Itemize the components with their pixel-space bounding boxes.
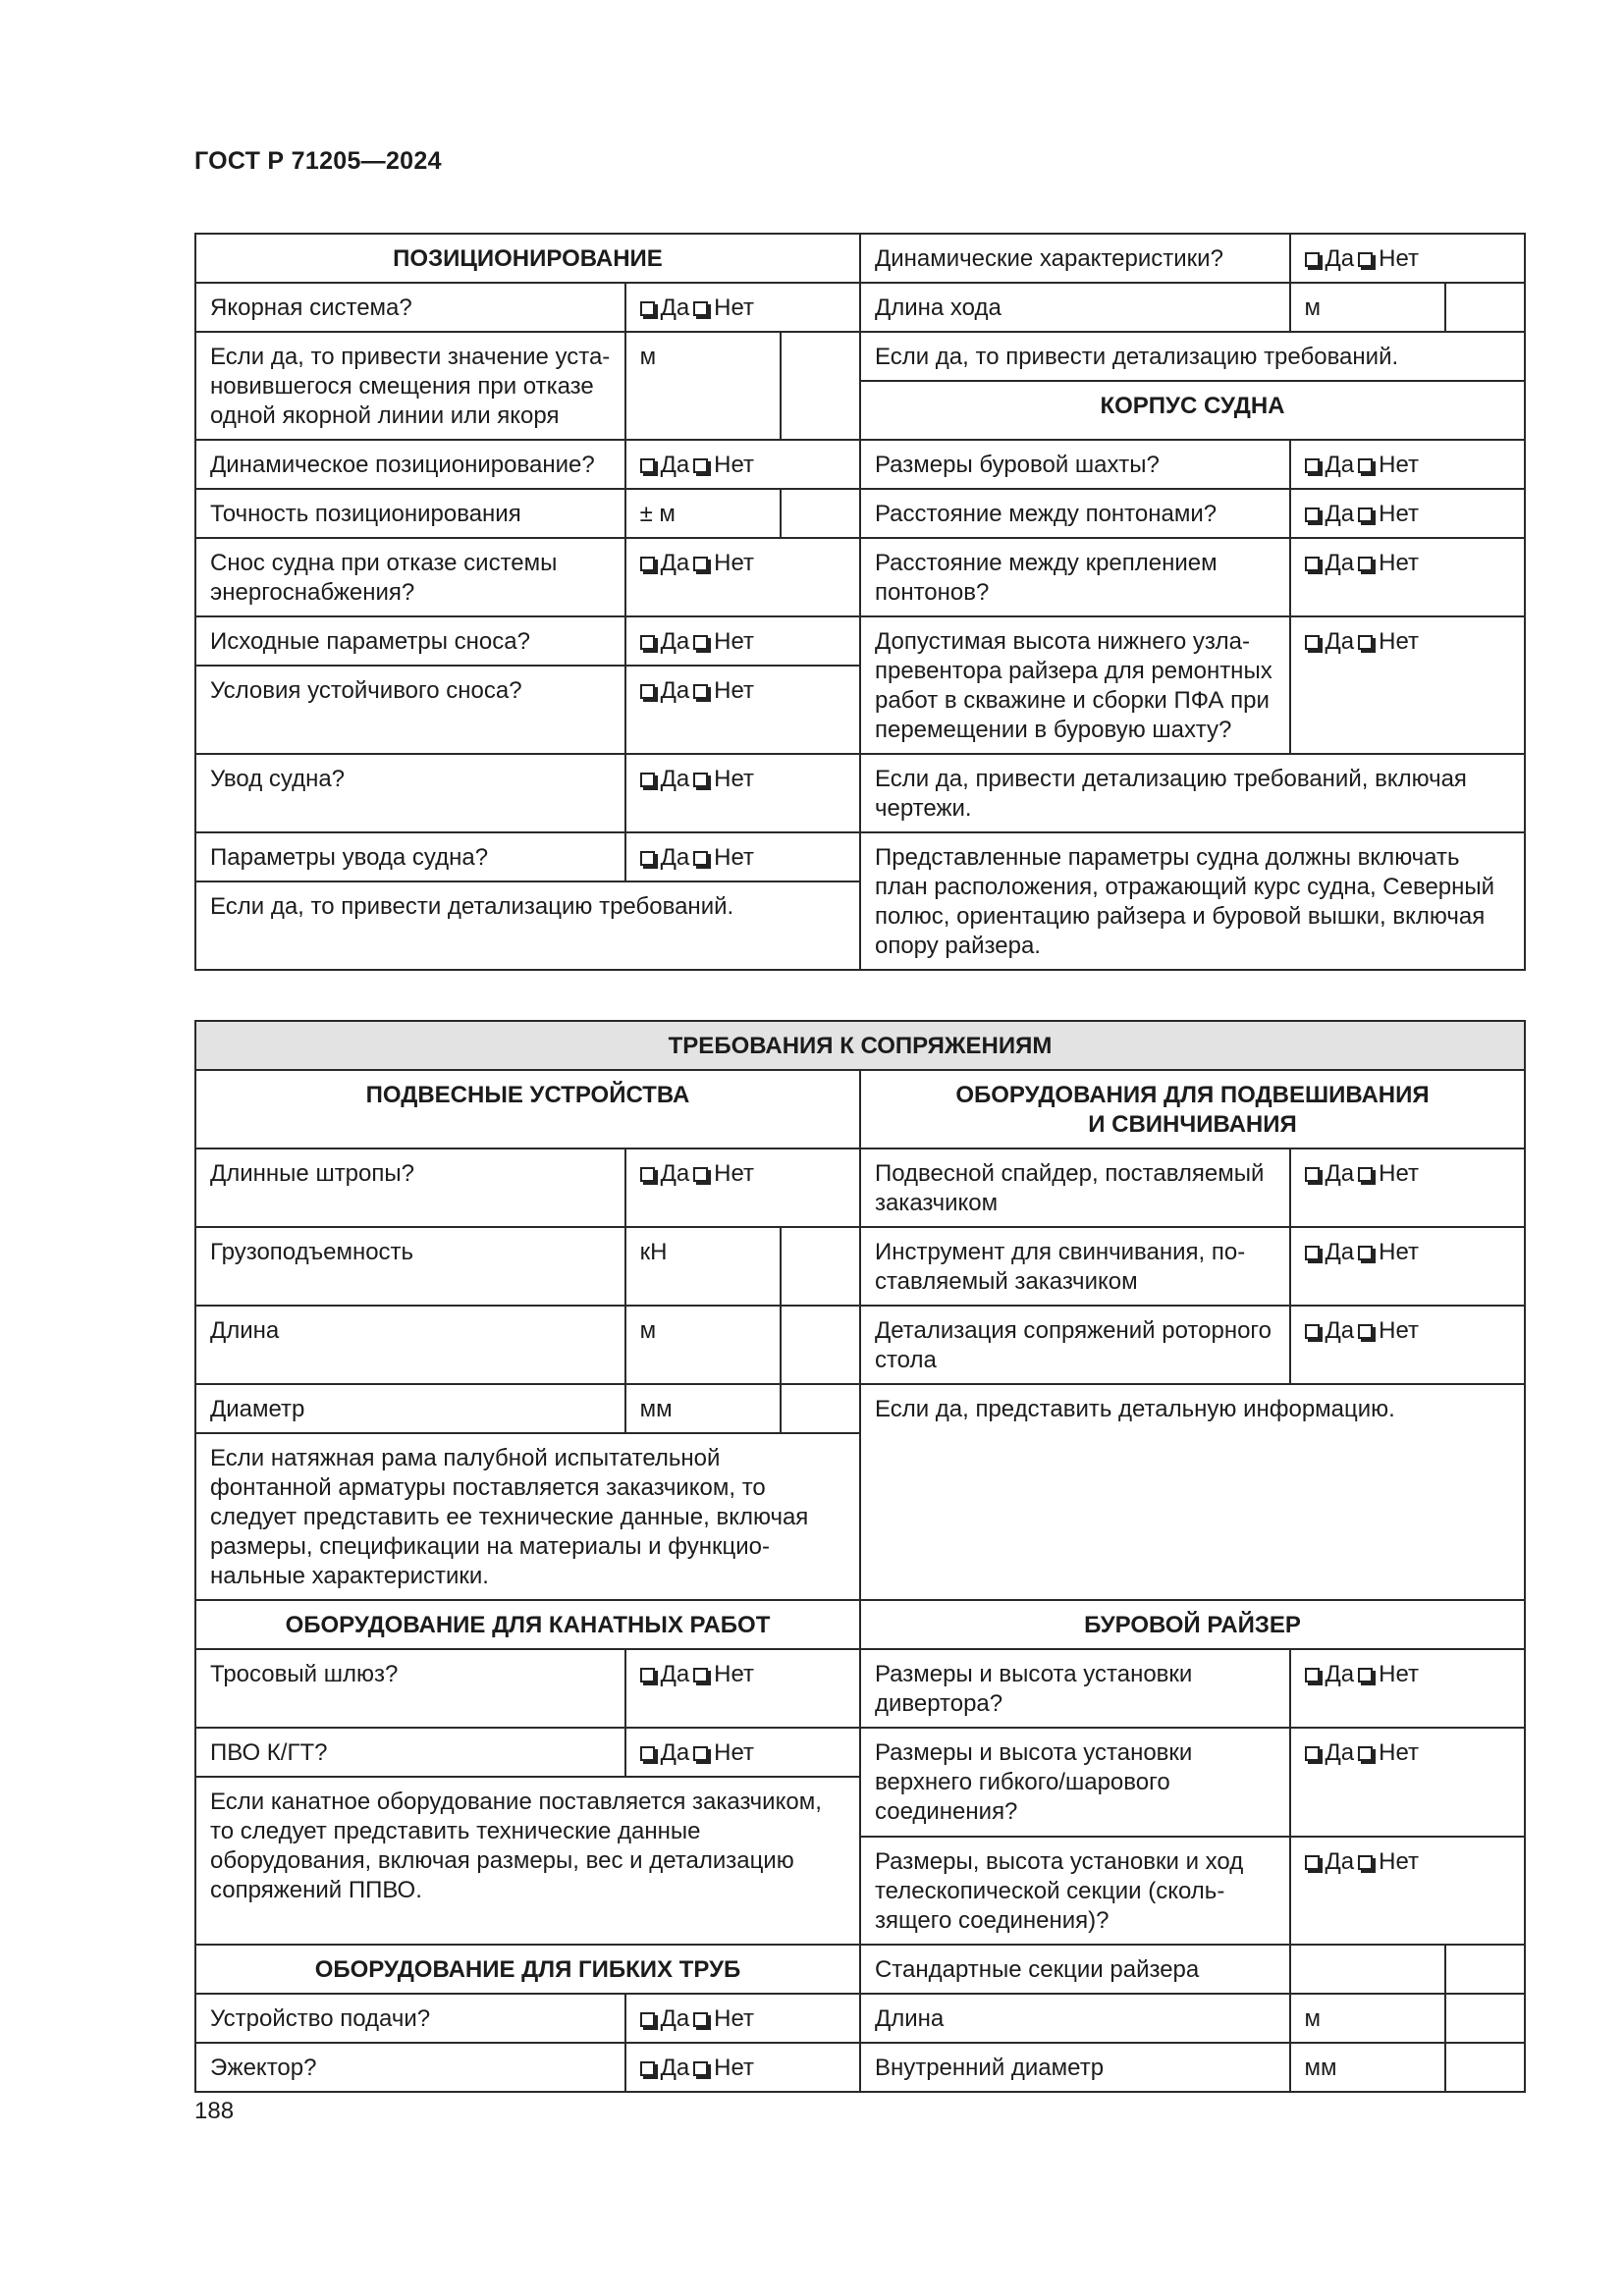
makeup-tool-choice[interactable]: Да Нет: [1290, 1227, 1525, 1306]
checkbox-yes[interactable]: [1305, 1167, 1320, 1182]
checkbox-yes[interactable]: [640, 1746, 655, 1761]
checkbox-no[interactable]: [693, 1746, 708, 1761]
injector-choice[interactable]: Да Нет: [625, 1994, 860, 2043]
checkbox-yes[interactable]: [640, 635, 655, 650]
inner-diameter-label: Внутренний диаметр: [860, 2043, 1290, 2092]
checkbox-yes[interactable]: [640, 2012, 655, 2027]
ejector-label: Эжектор?: [195, 2043, 625, 2092]
telescopic-label: Размеры, высота установки и ход телескопической секции (скользящего соединения)?: [860, 1837, 1290, 1945]
riser-length-value[interactable]: [1445, 1994, 1525, 2043]
checkbox-yes[interactable]: [640, 2061, 655, 2076]
checkbox-yes[interactable]: [640, 1668, 655, 1682]
escape-detail-note: Если да, то привести детализацию требований.: [195, 881, 860, 970]
checkbox-yes[interactable]: [1305, 557, 1320, 571]
bop-height-choice[interactable]: Да Нет: [1290, 616, 1525, 754]
checkbox-no[interactable]: [693, 2061, 708, 2076]
page-number: 188: [194, 2098, 235, 2124]
checkbox-yes[interactable]: [640, 684, 655, 699]
std-sections-value[interactable]: [1290, 1945, 1446, 1994]
std-sections-extra[interactable]: [1445, 1945, 1525, 1994]
wireline-title: ОБОРУДОВАНИЕ ДЛЯ КАНАТНЫХ РАБОТ: [195, 1600, 860, 1649]
capacity-unit: кН: [625, 1227, 782, 1306]
anchor-system-label: Якорная система?: [195, 283, 625, 332]
checkbox-yes[interactable]: [1305, 458, 1320, 473]
diverter-label: Размеры и высота установки дивертора?: [860, 1649, 1290, 1728]
drift-stable-choice[interactable]: Да Нет: [625, 666, 860, 754]
bop-wireline-choice[interactable]: Да Нет: [625, 1728, 860, 1777]
bop-height-label: Допустимая высота нижнего узлапревентора райзера для ремонтных работ в скважине и сборки ПФА при перемещении в буровую шахту?: [860, 616, 1290, 754]
drift-params-label: Исходные параметры сноса?: [195, 616, 625, 666]
pontoon-mount-label: Расстояние между креплением понтонов?: [860, 538, 1290, 616]
offset-value[interactable]: [781, 332, 859, 440]
checkbox-yes[interactable]: [1305, 252, 1320, 267]
pontoon-distance-label: Расстояние между понтонами?: [860, 489, 1290, 538]
ejector-choice[interactable]: Да Нет: [625, 2043, 860, 2092]
checkbox-yes[interactable]: [640, 557, 655, 571]
bop-wireline-label: ПВО К/ГТ?: [195, 1728, 625, 1777]
long-links-label: Длинные штропы?: [195, 1148, 625, 1227]
flex-joint-label: Размеры и высота установки верхнего гибкого/шарового соединения?: [860, 1728, 1290, 1837]
escape-params-choice[interactable]: Да Нет: [625, 832, 860, 881]
positioning-table: [194, 233, 1526, 971]
lubricator-label: Тросовый шлюз?: [195, 1649, 625, 1728]
std-sections-label: Стандартные секции райзера: [860, 1945, 1290, 1994]
checkbox-yes[interactable]: [1305, 1746, 1320, 1761]
length-value[interactable]: [781, 1306, 859, 1384]
checkbox-no[interactable]: [1358, 458, 1373, 473]
coil-tubing-title: ОБОРУДОВАНИЕ ДЛЯ ГИБКИХ ТРУБ: [195, 1945, 860, 1994]
checkbox-no[interactable]: [1358, 1324, 1373, 1339]
pontoon-mount-choice[interactable]: Да Нет: [1290, 538, 1525, 616]
pontoon-distance-choice[interactable]: Да Нет: [1290, 489, 1525, 538]
spider-label: Подвесной спайдер, поставляемый заказчиком: [860, 1148, 1290, 1227]
offset-label: Если да, то привести значение установившегося смещения при отказе одной якорной линии или якоря: [195, 332, 625, 440]
diameter-unit: мм: [625, 1384, 782, 1433]
anchor-system-choice[interactable]: Да Нет: [625, 283, 860, 332]
dynamic-characteristics-label: Динамические характеристики?: [860, 234, 1290, 283]
diverter-choice[interactable]: Да Нет: [1290, 1649, 1525, 1728]
checkbox-yes[interactable]: [640, 301, 655, 316]
hull-title: КОРПУС СУДНА: [860, 381, 1525, 440]
stroke-length-value[interactable]: [1445, 283, 1525, 332]
wireline-note: Если канатное оборудование поставляется заказчиком, то следует представить технические данные оборудования, включая размеры, вес и детализацию сопряжений ППВО.: [195, 1777, 860, 1945]
moonpool-label: Размеры буровой шахты?: [860, 440, 1290, 489]
escape-choice[interactable]: Да Нет: [625, 754, 860, 832]
interfaces-title: ТРЕБОВАНИЯ К СОПРЯЖЕНИЯМ: [195, 1021, 1525, 1070]
hanging-devices-title: ПОДВЕСНЫЕ УСТРОЙСТВА: [195, 1070, 860, 1148]
rotary-info-note: Если да, представить детальную информацию.: [860, 1384, 1525, 1600]
drift-stable-label: Условия устойчивого сноса?: [195, 666, 625, 754]
length-unit: м: [625, 1306, 782, 1384]
drift-power-label: Снос судна при отказе системы энергоснабжения?: [195, 538, 625, 616]
inner-diameter-value[interactable]: [1445, 2043, 1525, 2092]
makeup-tool-label: Инструмент для свинчивания, поставляемый заказчиком: [860, 1227, 1290, 1306]
checkbox-no[interactable]: [693, 684, 708, 699]
checkbox-yes[interactable]: [1305, 1668, 1320, 1682]
diameter-value[interactable]: [781, 1384, 859, 1433]
rotary-detail-choice[interactable]: Да Нет: [1290, 1306, 1525, 1384]
checkbox-no[interactable]: [693, 557, 708, 571]
stroke-length-unit: м: [1290, 283, 1446, 332]
stroke-length-label: Длина хода: [860, 283, 1290, 332]
checkbox-no[interactable]: [1358, 252, 1373, 267]
telescopic-choice[interactable]: Да Нет: [1290, 1837, 1525, 1945]
escape-params-label: Параметры увода судна?: [195, 832, 625, 881]
positioning-title: ПОЗИЦИОНИРОВАНИЕ: [195, 234, 860, 283]
escape-label: Увод судна?: [195, 754, 625, 832]
accuracy-unit: ± м: [625, 489, 782, 538]
checkbox-no[interactable]: [1358, 635, 1373, 650]
document-code: ГОСТ Р 71205—2024: [194, 147, 442, 175]
dynamic-detail: Если да, то привести детализацию требований.: [860, 332, 1525, 381]
riser-title: БУРОВОЙ РАЙЗЕР: [860, 1600, 1525, 1649]
dp-choice[interactable]: Да Нет: [625, 440, 860, 489]
riser-length-unit: м: [1290, 1994, 1446, 2043]
capacity-value[interactable]: [781, 1227, 859, 1306]
checkbox-no[interactable]: [1358, 557, 1373, 571]
checkbox-no[interactable]: [693, 773, 708, 787]
dp-label: Динамическое позиционирование?: [195, 440, 625, 489]
drift-params-choice[interactable]: Да Нет: [625, 616, 860, 666]
inner-diameter-unit: мм: [1290, 2043, 1446, 2092]
checkbox-no[interactable]: [693, 301, 708, 316]
flex-joint-choice[interactable]: Да Нет: [1290, 1728, 1525, 1837]
checkbox-no[interactable]: [1358, 1167, 1373, 1182]
lubricator-choice[interactable]: Да Нет: [625, 1649, 860, 1728]
spider-choice[interactable]: Да Нет: [1290, 1148, 1525, 1227]
checkbox-no[interactable]: [1358, 1746, 1373, 1761]
long-links-choice[interactable]: Да Нет: [625, 1148, 860, 1227]
length-label: Длина: [195, 1306, 625, 1384]
hull-drawings-note: Если да, привести детализацию требований, включая чертежи.: [860, 754, 1525, 832]
checkbox-yes[interactable]: [640, 1167, 655, 1182]
checkbox-no[interactable]: [693, 1668, 708, 1682]
offset-unit: м: [625, 332, 782, 440]
accuracy-value[interactable]: [781, 489, 859, 538]
hull-layout-note: Представленные параметры судна должны включать план расположения, отражающий курс судна, Северный полюс, ориентацию райзера и буровой вышки, включая опору райзера.: [860, 832, 1525, 970]
checkbox-yes[interactable]: [640, 458, 655, 473]
checkbox-no[interactable]: [1358, 1246, 1373, 1260]
checkbox-yes[interactable]: [1305, 1246, 1320, 1260]
checkbox-yes[interactable]: [640, 773, 655, 787]
diameter-label: Диаметр: [195, 1384, 625, 1433]
riser-length-label: Длина: [860, 1994, 1290, 2043]
test-frame-note: Если натяжная рама палубной испытательной фонтанной арматуры поставляется заказчиком, то следует представить ее технические данные, включая размеры, спецификации на материалы и функциональные характеристики.: [195, 1433, 860, 1600]
checkbox-no[interactable]: [1358, 507, 1373, 522]
checkbox-no[interactable]: [1358, 1855, 1373, 1870]
interfaces-table: [194, 1020, 1526, 2093]
dynamic-characteristics-choice[interactable]: Да Нет: [1290, 234, 1525, 283]
capacity-label: Грузоподъемность: [195, 1227, 625, 1306]
checkbox-yes[interactable]: [1305, 635, 1320, 650]
checkbox-yes[interactable]: [1305, 507, 1320, 522]
checkbox-yes[interactable]: [1305, 1324, 1320, 1339]
checkbox-no[interactable]: [693, 458, 708, 473]
checkbox-no[interactable]: [693, 635, 708, 650]
accuracy-label: Точность позиционирования: [195, 489, 625, 538]
rotary-detail-label: Детализация сопряжений роторного стола: [860, 1306, 1290, 1384]
injector-label: Устройство подачи?: [195, 1994, 625, 2043]
checkbox-no[interactable]: [693, 1167, 708, 1182]
checkbox-no[interactable]: [1358, 1668, 1373, 1682]
checkbox-yes[interactable]: [1305, 1855, 1320, 1870]
checkbox-yes[interactable]: [640, 851, 655, 866]
checkbox-no[interactable]: [693, 851, 708, 866]
checkbox-no[interactable]: [693, 2012, 708, 2027]
hanging-equipment-title: ОБОРУДОВАНИЯ ДЛЯ ПОДВЕШИВАНИЯ И СВИНЧИВАНИЯ: [860, 1070, 1525, 1148]
moonpool-choice[interactable]: Да Нет: [1290, 440, 1525, 489]
drift-power-choice[interactable]: Да Нет: [625, 538, 860, 616]
